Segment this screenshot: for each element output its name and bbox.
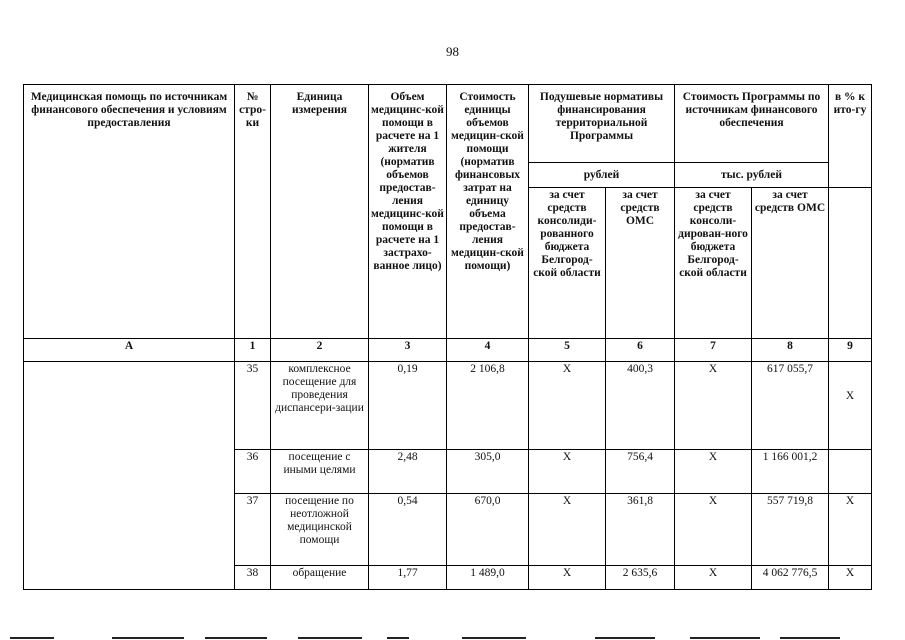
row-oms-norm: 2 635,6	[606, 566, 675, 590]
row-budget-norm: Х	[529, 494, 606, 566]
row-oms-cost: 617 055,7	[752, 362, 829, 450]
colnum-4: 4	[447, 339, 529, 362]
section-label-cell	[24, 362, 235, 590]
header-row-1	[24, 85, 872, 163]
row-line-number: 36	[235, 450, 271, 494]
header-group-cost: Стоимость Программы по источникам финансового обеспечения	[675, 85, 829, 163]
colnum-3: 3	[369, 339, 447, 362]
colnum-a: А	[24, 339, 235, 362]
header-col-4: Стоимость единицы объемов медицин-ской помощи (норматив финансовых затрат на единицу объема предостав-ления медицин-ской помощи)	[447, 85, 529, 339]
row-budget-norm: Х	[529, 450, 606, 494]
header-col-9: в % к ито-гу	[829, 85, 872, 188]
colnum-5: 5	[529, 339, 606, 362]
row-percent: Х	[829, 362, 872, 450]
row-volume: 0,19	[369, 362, 447, 450]
scan-edge-line	[205, 637, 267, 639]
header-col-8: за счет средств ОМС	[752, 188, 829, 339]
row-volume: 2,48	[369, 450, 447, 494]
colnum-2: 2	[271, 339, 369, 362]
header-col-9-blank	[829, 188, 872, 339]
row-oms-norm: 400,3	[606, 362, 675, 450]
colnum-9: 9	[829, 339, 872, 362]
header-col-2: Единица измерения	[271, 85, 369, 339]
scan-edge-line	[10, 637, 54, 639]
row-percent: Х	[829, 566, 872, 590]
row-oms-norm: 756,4	[606, 450, 675, 494]
scan-edge-line	[780, 637, 840, 639]
header-col-3: Объем медицинс-кой помощи в расчете на 1 жителя (норматив объемов предостав-ления медицинс-кой помощи в расчете на 1 застрахо-ванное лицо)	[369, 85, 447, 339]
colnum-7: 7	[675, 339, 752, 362]
scan-edge-line	[298, 637, 362, 639]
financing-table	[23, 84, 872, 590]
row-oms-cost: 1 166 001,2	[752, 450, 829, 494]
row-line-number: 35	[235, 362, 271, 450]
row-line-number: 38	[235, 566, 271, 590]
page-number: 98	[446, 44, 459, 59]
row-volume: 1,77	[369, 566, 447, 590]
row-budget-norm: Х	[529, 362, 606, 450]
scan-edge-line	[387, 637, 409, 639]
scan-edge-line	[690, 637, 760, 639]
header-group-norms: Подушевые нормативы финансирования территориальной Программы	[529, 85, 675, 163]
row-oms-cost: 4 062 776,5	[752, 566, 829, 590]
row-oms-cost: 557 719,8	[752, 494, 829, 566]
row-cost-unit: 1 489,0	[447, 566, 529, 590]
header-col-7: за счет средств консоли-дирован-ного бюджета Белгород-ской области	[675, 188, 752, 339]
row-percent: Х	[829, 494, 872, 566]
scan-edge-line	[462, 637, 526, 639]
row-volume: 0,54	[369, 494, 447, 566]
colnum-8: 8	[752, 339, 829, 362]
row-unit: обращение	[271, 566, 369, 590]
column-number-row	[24, 339, 872, 362]
header-col-a: Медицинская помощь по источникам финансового обеспечения и условиям предоставления	[24, 85, 235, 339]
table-row	[24, 362, 872, 450]
header-unit-rub: рублей	[529, 163, 675, 188]
row-cost-unit: 2 106,8	[447, 362, 529, 450]
row-unit: комплексное посещение для проведения диспансери-зации	[271, 362, 369, 450]
row-percent	[829, 450, 872, 494]
header-col-6: за счет средств ОМС	[606, 188, 675, 339]
colnum-6: 6	[606, 339, 675, 362]
row-budget-cost: Х	[675, 494, 752, 566]
colnum-1: 1	[235, 339, 271, 362]
row-oms-norm: 361,8	[606, 494, 675, 566]
scan-edge-line	[595, 637, 655, 639]
row-line-number: 37	[235, 494, 271, 566]
row-budget-cost: Х	[675, 450, 752, 494]
row-budget-cost: Х	[675, 362, 752, 450]
row-cost-unit: 305,0	[447, 450, 529, 494]
header-col-5: за счет средств консолиди-рованного бюджета Белгород-ской области	[529, 188, 606, 339]
row-budget-norm: Х	[529, 566, 606, 590]
row-cost-unit: 670,0	[447, 494, 529, 566]
row-unit: посещение с иными целями	[271, 450, 369, 494]
row-unit: посещение по неотложной медицинской помощи	[271, 494, 369, 566]
header-unit-thous: тыс. рублей	[675, 163, 829, 188]
row-budget-cost: Х	[675, 566, 752, 590]
header-col-1: № стро-ки	[235, 85, 271, 339]
scan-edge-line	[112, 637, 184, 639]
